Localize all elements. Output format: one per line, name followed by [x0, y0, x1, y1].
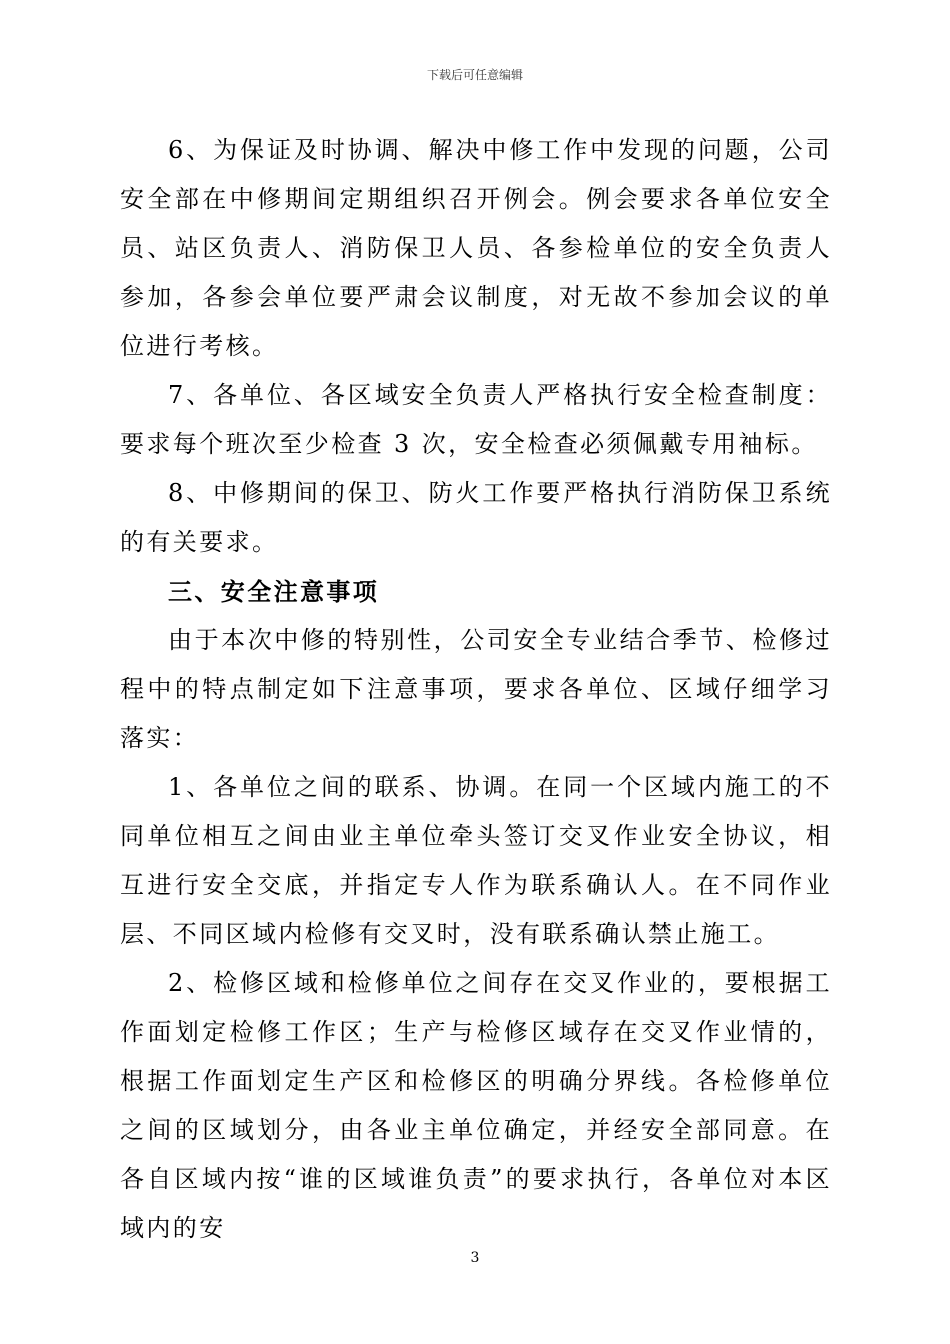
page-number: 3 — [470, 1250, 480, 1266]
paragraph-note-1: 1、各单位之间的联系、协调。在同一个区域内施工的不同单位相互之间由业主单位牵头签订交叉作业安全协议，相互进行安全交底，并指定专人作为联系确认人。在不同作业层、不同区域内检修有交叉时，没有联系确认禁止施工。 — [120, 773, 832, 948]
section-heading: 三、安全注意事项 — [168, 577, 380, 606]
paragraph-item-8: 8、中修期间的保卫、防火工作要严格执行消防保卫系统的有关要求。 — [120, 479, 832, 556]
paragraph-item-7: 7、各单位、各区域安全负责人严格执行安全检查制度：要求每个班次至少检查 3 次，安全检查必须佩戴专用袖标。 — [120, 381, 832, 458]
page-header: 下载后可任意编辑 — [426, 68, 523, 82]
paragraph-item-6: 6、为保证及时协调、解决中修工作中发现的问题，公司安全部在中修期间定期组织召开例会。例会要求各单位安全员、站区负责人、消防保卫人员、各参检单位的安全负责人参加，各参会单位要严肃会议制度，对无故不参加会议的单位进行考核。 — [120, 136, 832, 360]
section-intro-paragraph: 由于本次中修的特别性，公司安全专业结合季节、检修过程中的特点制定如下注意事项，要求各单位、区域仔细学习落实： — [120, 626, 832, 752]
document-body — [120, 126, 832, 1253]
paragraph-note-2: 2、检修区域和检修单位之间存在交叉作业的，要根据工作面划定检修工作区；生产与检修区域存在交叉作业情的，根据工作面划定生产区和检修区的明确分界线。各检修单位之间的区域划分，由各业主单位确定，并经安全部同意。在各自区域内按“谁的区域谁负责”的要求执行，各单位对本区域内的安 — [120, 969, 832, 1242]
